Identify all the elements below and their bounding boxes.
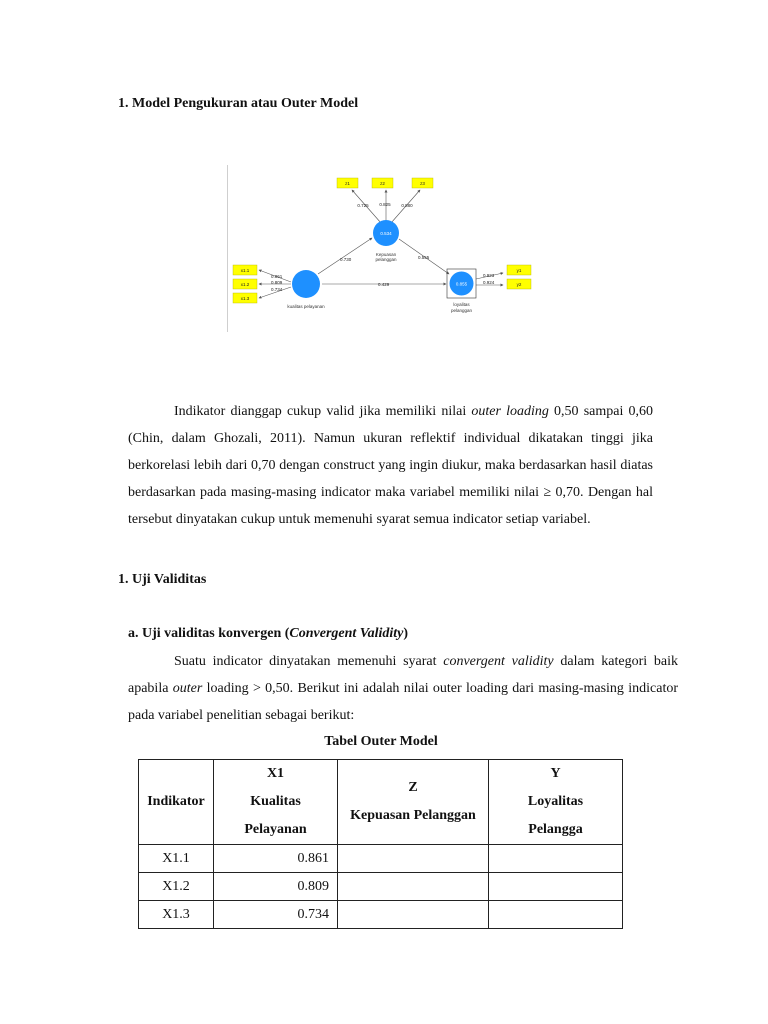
cell-x1: 0.809 (214, 873, 338, 901)
header-y-line2: Pelangga (528, 822, 583, 837)
outer-model-diagram (227, 165, 535, 332)
cell-indikator: X1.1 (139, 845, 214, 873)
header-y (489, 760, 623, 845)
table-row (139, 901, 623, 929)
table-row (139, 845, 623, 873)
loading-z2: 0.825 (379, 202, 391, 207)
cell-indikator: X1.2 (139, 873, 214, 901)
loading-x12: 0.809 (271, 280, 283, 285)
indicator-label-x12: x1.2 (240, 282, 250, 287)
loading-z1: 0.725 (357, 203, 369, 208)
construct-label-y-line2: pelanggan (450, 308, 473, 313)
table-title: Tabel Outer Model (324, 734, 438, 749)
header-z-name: Kepuasan Pelanggan (350, 808, 476, 823)
subsection-text: a. Uji validitas konvergen ( (128, 626, 290, 641)
loading-x13: 0.734 (271, 287, 283, 292)
header-x1-line1: Kualitas (250, 794, 301, 809)
loading-y2: 0.924 (483, 280, 495, 285)
loading-x11: 0.861 (271, 274, 283, 279)
paragraph-text: loading > 0,50. Berikut ini adalah nilai outer loading dari masing-masing indicator pada variabel penelitian sebagai berikut: (128, 681, 679, 723)
table-row (139, 873, 623, 901)
paragraph-text: dalam kategori baik apabila (128, 654, 678, 696)
header-x1-line2: Pelayanan (244, 822, 307, 837)
construct-label-x1: kualitas pelayanan (287, 304, 325, 309)
indicator-label-z2: z2 (380, 181, 385, 186)
table-header-row (139, 760, 623, 845)
header-y-code: Y (550, 766, 561, 781)
cell-z (338, 845, 489, 873)
indicator-label-z1: z1 (345, 181, 350, 186)
path-coefficient-z-y: 0.555 (418, 255, 430, 260)
path-x1-to-z (318, 238, 372, 274)
paragraph-text: Indikator dianggap cukup valid jika memiliki nilai (174, 404, 472, 419)
construct-label-y-line1: loyalitas (453, 302, 470, 307)
construct-label-z-line2: pelanggan (375, 257, 397, 262)
cell-indikator: X1.3 (139, 901, 214, 929)
construct-value-y: 0.855 (455, 281, 468, 287)
cell-y (489, 873, 623, 901)
section-heading-uji-validitas: 1. Uji Validitas (118, 572, 207, 587)
cell-y (489, 901, 623, 929)
paragraph-italic-term: outer (172, 681, 203, 696)
construct-circle-x1 (292, 270, 320, 298)
cell-x1: 0.734 (214, 901, 338, 929)
loading-y1: 0.923 (483, 273, 495, 278)
outer-model-table (138, 759, 623, 929)
cell-x1: 0.861 (214, 845, 338, 873)
indicator-label-x13: x1.3 (240, 296, 250, 301)
header-x1-code: X1 (266, 766, 285, 781)
paragraph-text: Suatu indicator dinyatakan memenuhi syarat (174, 654, 444, 669)
paragraph-italic-term: outer loading (471, 404, 549, 419)
path-coefficient-x1-z: 0.730 (340, 257, 352, 262)
header-indikator: Indikator (139, 760, 214, 845)
cell-z (338, 873, 489, 901)
path-diagram-svg (227, 165, 535, 332)
paragraph-italic-term: convergent validity (443, 654, 554, 669)
indicator-label-z3: z3 (420, 181, 425, 186)
indicator-label-y2: y2 (516, 282, 522, 287)
cell-z (338, 901, 489, 929)
construct-label-z-line1: Kepuasan (375, 252, 397, 257)
header-y-line1: Loyalitas (527, 794, 584, 809)
loading-z3: 0.880 (401, 203, 413, 208)
cell-y (489, 845, 623, 873)
paragraph-text: 0,50 sampai 0,60 (Chin, dalam Ghozali, 2011). Namun ukuran reflektif individual dikatakan tinggi jika berkorelasi lebih dari 0,70 dengan construct yang ingin diukur, maka berdasarkan hasil diatas berdasarkan pada masing-masing indicator maka variabel memiliki nilai ≥ 0,70. Dengan hal tersebut dinyatakan cukup untuk memenuhi syarat semua indicator setiap variabel. (128, 404, 653, 527)
paragraph-outer-loading (128, 398, 653, 533)
header-z-code: Z (408, 780, 418, 795)
section-heading-outer-model: 1. Model Pengukuran atau Outer Model (118, 96, 359, 111)
table-title-wrapper (138, 734, 624, 750)
construct-value-z: 0.534 (380, 231, 392, 236)
subsection-italic-term: Convergent Validity (289, 626, 404, 641)
subsection-text: ) (403, 626, 409, 641)
path-coefficient-x1-y: 0.429 (378, 282, 390, 287)
subsection-heading-convergent-validity (128, 626, 408, 642)
header-x1 (214, 760, 338, 845)
indicator-label-y1: y1 (516, 268, 522, 273)
indicator-label-x11: x1.1 (240, 268, 250, 273)
paragraph-convergent-validity (128, 648, 678, 729)
header-z (338, 760, 489, 845)
